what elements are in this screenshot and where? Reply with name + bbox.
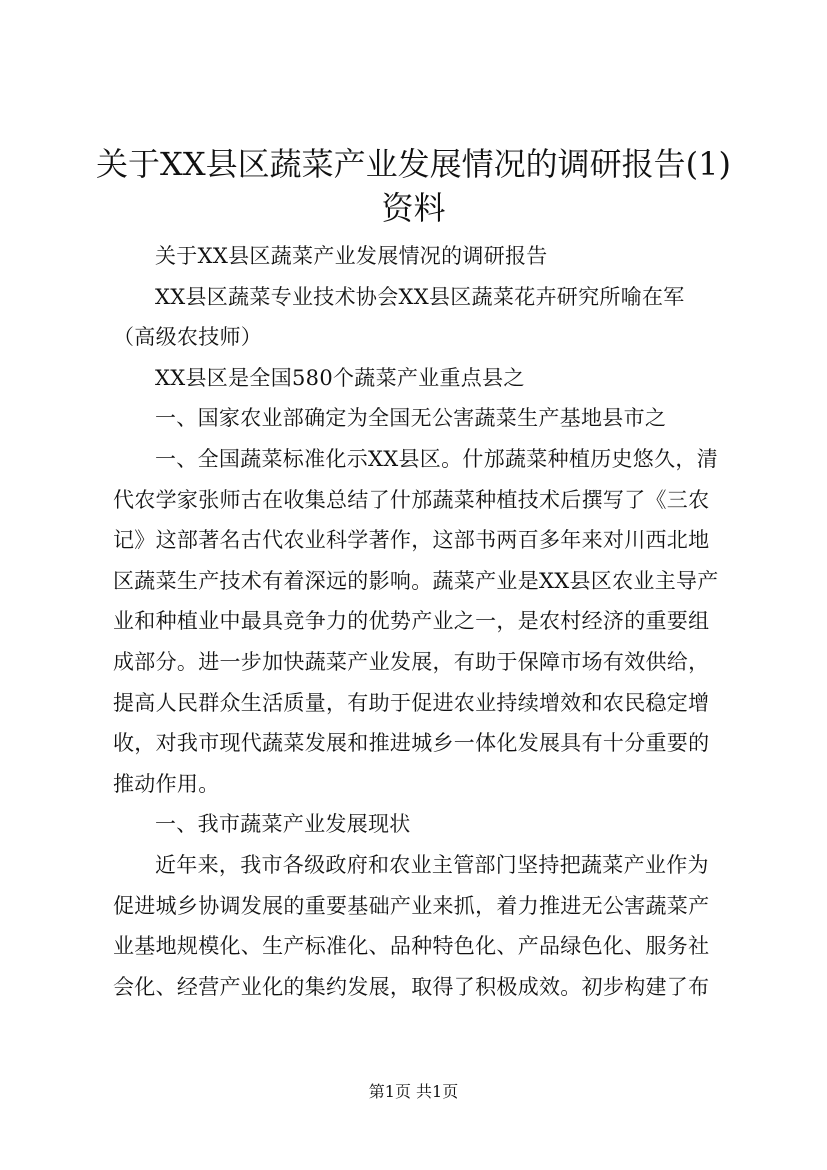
paragraph: 一、国家农业部确定为全国无公害蔬菜生产基地县市之: [155, 406, 667, 431]
paragraph: 一、我市蔬菜产业发展现状: [155, 812, 411, 837]
document-body: [113, 236, 723, 1007]
title-line-1: 关于XX县区蔬菜产业发展情况的调研报告(1): [96, 145, 731, 183]
paragraph: 一、全国蔬菜标准化示XX县区。什邡蔬菜种植历史悠久，清代农学家张师古在收集总结了什邡蔬菜种植技术后撰写了《三农记》这部著名古代农业科学著作，这部书两百多年来对川西北地区蔬菜生产技术有着深远的影响。蔬菜产业是XX县区农业主导产业和种植业中最具竞争力的优势产业之一，是农村经济的重要组成部分。进一步加快蔬菜产业发展，有助于保障市场有效供给，提高人民群众生活质量，有助于促进农业持续增效和农民稳定增收，对我市现代蔬菜发展和推进城乡一体化发展具有十分重要的推动作用。: [113, 446, 719, 796]
paragraph: 关于XX县区蔬菜产业发展情况的调研报告: [155, 244, 548, 268]
paragraph: XX县区蔬菜专业技术协会XX县区蔬菜花卉研究所喻在军（高级农技师）: [113, 284, 685, 350]
title-line-2: 资料: [381, 189, 446, 227]
paragraph: XX县区是全国580个蔬菜产业重点县之: [155, 365, 525, 390]
document-title: [80, 142, 747, 230]
paragraph: 近年来，我市各级政府和农业主管部门坚持把蔬菜产业作为促进城乡协调发展的重要基础产业来抓，着力推进无公害蔬菜产业基地规模化、生产标准化、品种特色化、产品绿色化、服务社会化、经营产业化的集约发展，取得了积极成效。初步构建了布: [113, 852, 710, 999]
page-number-footer: 第1页 共1页: [368, 1082, 459, 1101]
